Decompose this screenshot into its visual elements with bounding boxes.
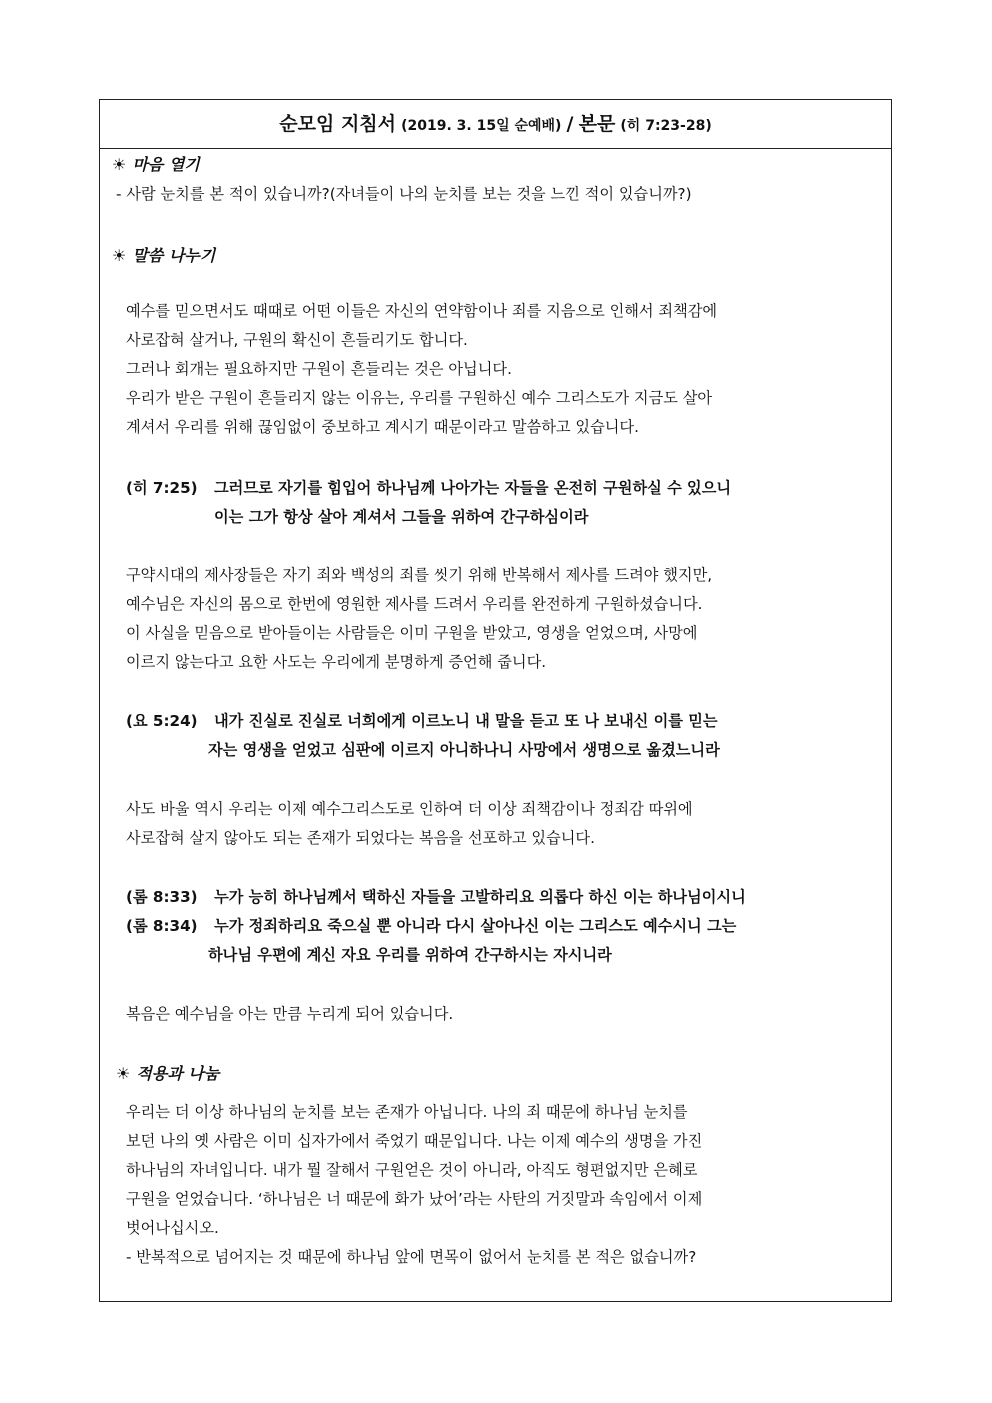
section-heading-open: ☀ 마음 열기 [112,155,200,174]
paragraph-line: 그러나 회개는 필요하지만 구원이 흔들리는 것은 아닙니다. [126,360,512,378]
verse-ref: (롬 8:33) [126,888,198,906]
date-label: (2019. 3. 15일 순예배) [401,118,562,134]
verse-john-5-24: (요 5:24) 내가 진실로 진실로 너희에게 이르노니 내 말을 듣고 또 나 보내신 이를 믿는 [126,712,718,730]
sun-icon: ☀ [116,1064,131,1083]
paragraph-line: 벗어나십시오. [126,1219,219,1237]
verse-ref: (히 7:25) [126,479,198,497]
title-bar [100,100,891,149]
verse-rom-8-33: (롬 8:33) 누가 능히 하나님께서 택하신 자들을 고발하리요 의롭다 하신 이는 하나님이시니 [126,888,746,906]
sun-icon: ☀ [112,155,127,174]
paragraph-line: 우리는 더 이상 하나님의 눈치를 보는 존재가 아닙니다. 나의 죄 때문에 하나님 눈치를 [126,1103,688,1121]
verse-line: 자는 영생을 얻었고 심판에 이르지 아니하나니 사망에서 생명으로 옮겼느니라 [208,741,720,759]
paragraph-line: 우리가 받은 구원이 흔들리지 않는 이유는, 우리를 구원하신 예수 그리스도가 지금도 살아 [126,389,713,407]
verse-rom-8-34: (롬 8:34) 누가 정죄하리요 죽으실 뿐 아니라 다시 살아나신 이는 그리스도 예수시니 그는 [126,917,737,935]
paragraph-line: 사로잡혀 살지 않아도 되는 존재가 되었다는 복음을 선포하고 있습니다. [126,829,595,847]
apply-question: - 반복적으로 넘어지는 것 때문에 하나님 앞에 면목이 없어서 눈치를 본 적은 없습니까? [126,1248,697,1266]
paragraph-line: 사로잡혀 살거나, 구원의 확신이 흔들리기도 합니다. [126,331,468,349]
paragraph-line: 하나님의 자녀입니다. 내가 뭘 잘해서 구원얻은 것이 아니라, 아직도 형편없지만 은혜로 [126,1161,698,1179]
verse-line: 하나님 우편에 계신 자요 우리를 위하여 간구하시는 자시니라 [208,946,612,964]
paragraph-line: 구약시대의 제사장들은 자기 죄와 백성의 죄를 씻기 위해 반복해서 제사를 드려야 했지만, [126,566,713,584]
open-question: - 사람 눈치를 본 적이 있습니까?(자녀들이 나의 눈치를 보는 것을 느낀 적이 있습니까?) [116,185,692,203]
paragraph-line: 예수를 믿으면서도 때때로 어떤 이들은 자신의 연약함이나 죄를 지음으로 인해서 죄책감에 [126,302,718,320]
verse-line: 이는 그가 항상 살아 계셔서 그들을 위하여 간구하심이라 [214,508,589,526]
passage-label: (히 7:23-28) [620,118,712,134]
verse-ref: (요 5:24) [126,712,198,730]
paragraph-line: 이르지 않는다고 요한 사도는 우리에게 분명하게 증언해 줍니다. [126,653,547,671]
verse-heb-7-25: (히 7:25) 그러므로 자기를 힘입어 하나님께 나아가는 자들을 온전히 구원하실 수 있으니 [126,479,732,497]
paragraph-line: 복음은 예수님을 아는 만큼 누리게 되어 있습니다. [126,1005,454,1023]
paragraph-line: 사도 바울 역시 우리는 이제 예수그리스도로 인하여 더 이상 죄책감이나 정죄감 따위에 [126,800,693,818]
section-heading-word: ☀ 말씀 나누기 [112,246,216,265]
page-title: 순모임 지침서 [279,113,397,135]
verse-ref: (롬 8:34) [126,917,198,935]
text-label: 본문 [578,113,616,135]
paragraph-line: 구원을 얻었습니다. ‘하나님은 너 때문에 화가 났어’라는 사탄의 거짓말과 속임에서 이제 [126,1190,703,1208]
sun-icon: ☀ [112,246,127,265]
paragraph-line: 예수님은 자신의 몸으로 한번에 영원한 제사를 드려서 우리를 완전하게 구원하셨습니다. [126,595,703,613]
paragraph-line: 이 사실을 믿음으로 받아들이는 사람들은 이미 구원을 받았고, 영생을 얻었으며, 사망에 [126,624,698,642]
paragraph-line: 계셔서 우리를 위해 끊임없이 중보하고 계시기 때문이라고 말씀하고 있습니다. [126,418,639,436]
section-heading-apply: ☀ 적용과 나눔 [116,1064,220,1083]
title-slash: / [566,113,574,135]
paragraph-line: 보던 나의 옛 사람은 이미 십자가에서 죽었기 때문입니다. 나는 이제 예수의 생명을 가진 [126,1132,703,1150]
